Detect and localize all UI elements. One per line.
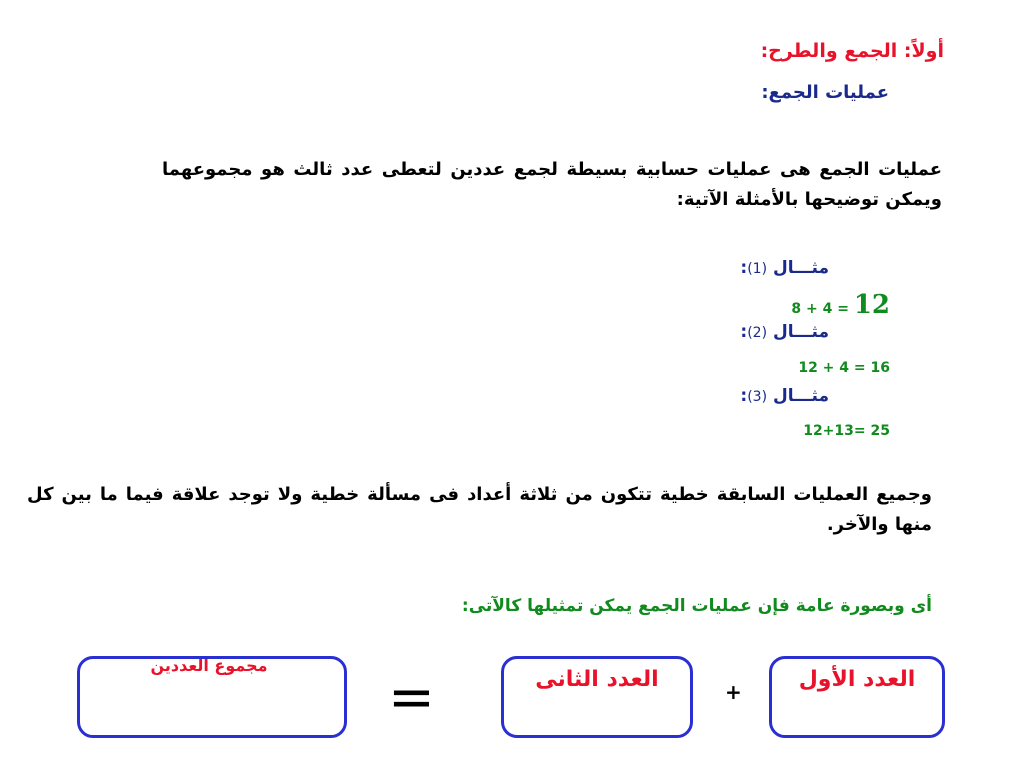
first-number-label: العدد الأول [798, 667, 916, 692]
second-number-box [501, 656, 693, 738]
example-number: (2) [747, 325, 768, 341]
example-1-equation [791, 290, 890, 320]
subsection-heading: عمليات الجمع: [761, 82, 889, 103]
example-2-label [740, 322, 829, 342]
example-label-text: مثـــال [772, 386, 829, 406]
example-number: (3) [747, 389, 768, 405]
example-1-label [740, 258, 829, 278]
example-colon: : [740, 386, 748, 406]
summary-paragraph: وجميع العمليات السابقة خطية تتكون من ثلاثة أعداد فى مسألة خطية ولا توجد علاقة فيما ما بين كل منها والآخر. [27, 484, 932, 535]
example-label-text: مثـــال [772, 322, 829, 342]
sum-label: مجموع العددين [150, 656, 268, 675]
example-label-text: مثـــال [772, 258, 829, 278]
general-form-line: أى وبصورة عامة فإن عمليات الجمع يمكن تمثيلها كالآتى: [461, 596, 932, 616]
section-heading: أولاً: الجمع والطرح: [760, 40, 944, 62]
example-3-label [740, 386, 829, 406]
example-colon: : [740, 258, 748, 278]
plus-sign: + [725, 680, 742, 704]
example-number: (1) [747, 261, 768, 277]
second-number-label: العدد الثانى [535, 667, 659, 692]
intro-paragraph: عمليات الجمع هى عمليات حسابية بسيطة لجمع عددين لتعطى عدد ثالث هو مجموعهما ويمكن توضيحها بالأمثلة الآتية: [162, 159, 942, 210]
equals-sign: = [388, 665, 435, 730]
example-1-expression: 8 + 4 = [791, 301, 854, 317]
example-3-equation: 12+13= 25 [803, 423, 890, 439]
first-number-box [769, 656, 945, 738]
example-1-result: 12 [853, 290, 890, 320]
example-colon: : [740, 322, 748, 342]
example-2-equation: 12 + 4 = 16 [798, 360, 890, 376]
